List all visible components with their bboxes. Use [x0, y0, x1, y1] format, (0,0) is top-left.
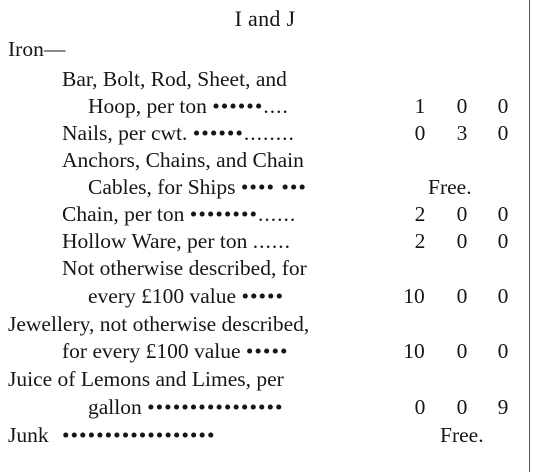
entry-line [88, 392, 284, 422]
entry-line [62, 145, 304, 175]
column-rule [529, 0, 530, 472]
dot-leader: •••••••••••••••• [147, 395, 284, 419]
amount-shillings: 3 [456, 121, 468, 145]
section-heading: I and J [234, 6, 296, 31]
entry-text: Cables, for Ships [88, 175, 236, 199]
entry-line [62, 118, 295, 148]
entry-text: Nails, per cwt. [62, 121, 188, 145]
entry-line [8, 420, 216, 450]
entry-line [62, 64, 287, 94]
entry-text: Jewellery, not otherwise described, [8, 312, 310, 336]
dot-leader: ••••••••...... [189, 202, 297, 226]
entry-text: Bar, Bolt, Rod, Sheet, and [62, 67, 287, 91]
dot-leader: ••••••........ [192, 121, 295, 145]
amount-pence: 0 [497, 94, 509, 118]
amount-pounds: 1 [414, 94, 426, 118]
amount-pounds: 10 [403, 284, 425, 308]
amount-pounds: 0 [414, 121, 426, 145]
entry-text: gallon [88, 395, 142, 419]
entry-line [8, 309, 309, 339]
dot-leader: •••••••••••••••••• [62, 423, 216, 447]
amount-pence: 0 [497, 339, 509, 363]
entry-text: Hoop, per ton [88, 94, 207, 118]
amount-pence: 9 [497, 395, 509, 419]
dot-leader: ...... [252, 229, 291, 253]
entry-line [8, 34, 65, 64]
amount-pounds: 10 [403, 339, 425, 363]
dot-leader: •••• ••• [240, 175, 307, 199]
amount-pence: 0 [497, 121, 509, 145]
amount-pounds: 2 [414, 229, 426, 253]
dot-leader: ••••• [245, 339, 289, 363]
entry-line [62, 199, 296, 229]
entry-text: Iron— [8, 37, 66, 61]
entry-text: every £100 value [88, 284, 237, 308]
amount-shillings: 0 [456, 339, 468, 363]
entry-text: for every £100 value [62, 339, 241, 363]
entry-text: Juice of Lemons and Limes, per [8, 367, 284, 391]
entry-line [88, 281, 284, 311]
entry-line [88, 91, 289, 121]
entry-line [88, 172, 307, 202]
free-label: Free. [440, 423, 484, 447]
amount-pence: 0 [497, 202, 509, 226]
entry-text: Junk [8, 423, 49, 447]
entry-line [62, 226, 291, 256]
entry-line [62, 336, 289, 366]
entry-text: Chain, per ton [62, 202, 185, 226]
amount-pounds: 0 [414, 395, 426, 419]
amount-shillings: 0 [456, 395, 468, 419]
dot-leader: ••••• [241, 284, 285, 308]
amount-pounds: 2 [414, 202, 426, 226]
amount-shillings: 0 [456, 284, 468, 308]
amount-shillings: 0 [456, 202, 468, 226]
free-label: Free. [428, 175, 472, 199]
entry-text: Not otherwise described, for [62, 256, 307, 280]
dot-leader: ••••••.... [212, 94, 289, 118]
amount-shillings: 0 [456, 229, 468, 253]
entry-text: Anchors, Chains, and Chain [62, 148, 304, 172]
entry-text: Hollow Ware, per ton [62, 229, 248, 253]
amount-shillings: 0 [456, 94, 468, 118]
entry-line [8, 364, 284, 394]
entry-line [62, 253, 307, 283]
amount-pence: 0 [497, 284, 509, 308]
amount-pence: 0 [497, 229, 509, 253]
